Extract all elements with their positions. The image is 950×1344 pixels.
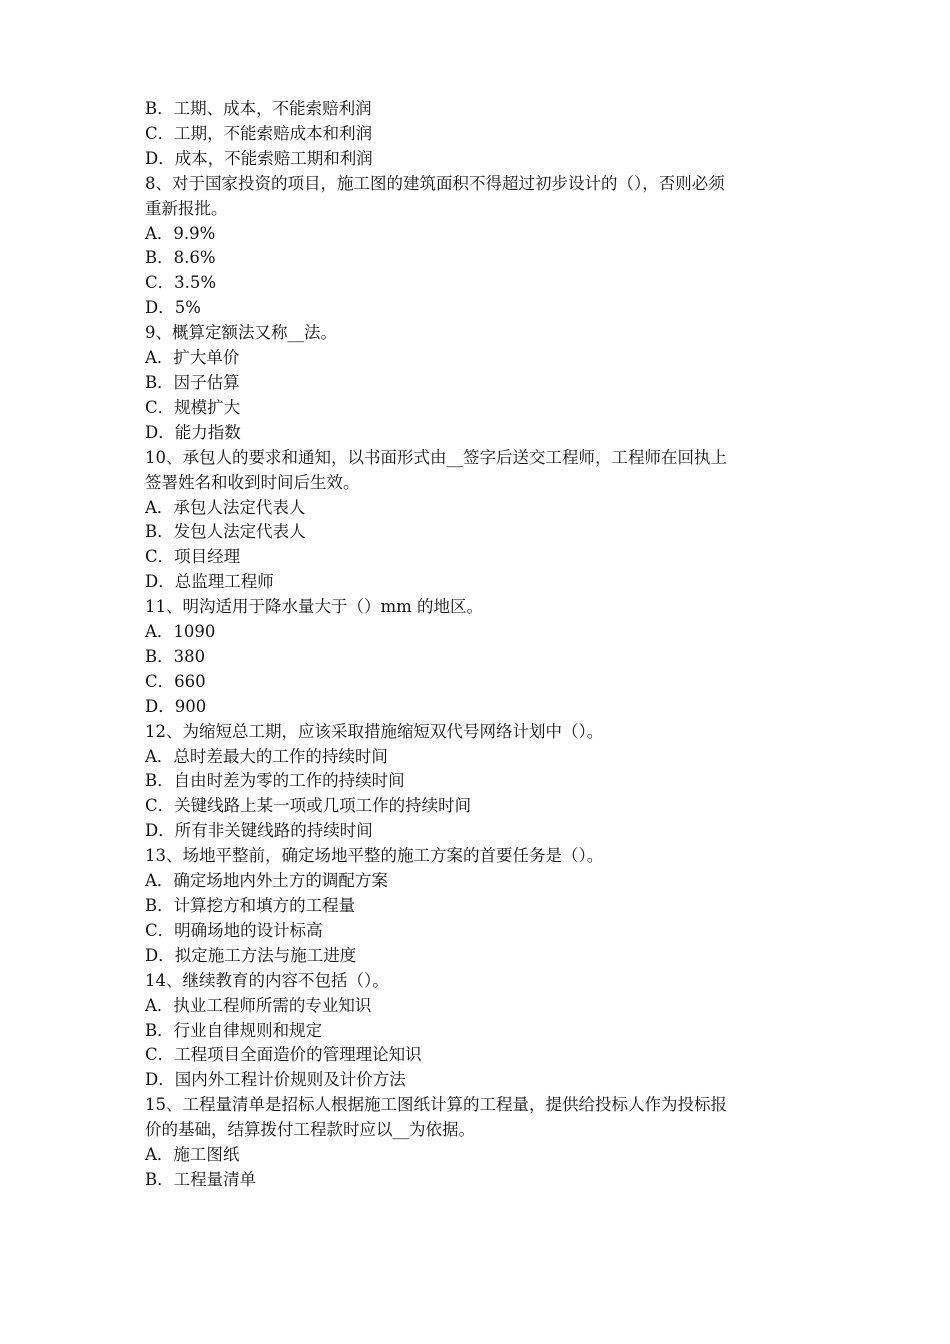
document-page <box>145 97 810 1193</box>
text-line: D．总监理工程师 <box>145 572 274 592</box>
text-line: D．国内外工程计价规则及计价方法 <box>145 1070 406 1090</box>
text-line: 14、继续教育的内容不包括（）。 <box>145 970 389 990</box>
text-line: C．3.5% <box>145 273 217 293</box>
text-line: B．380 <box>145 646 206 666</box>
text-line: D．能力指数 <box>145 422 241 442</box>
text-line: D．所有非关键线路的持续时间 <box>145 821 373 841</box>
text-line: C．工期，不能索赔成本和利润 <box>145 123 373 143</box>
text-line: C．项目经理 <box>145 547 241 567</box>
text-line: D．5% <box>145 298 201 318</box>
text-line: A．承包人法定代表人 <box>145 497 306 517</box>
text-line: 价的基础，结算拨付工程款时应以__为依据。 <box>145 1120 475 1140</box>
text-line: 12、为缩短总工期，应该采取措施缩短双代号网络计划中（）。 <box>145 721 604 741</box>
text-line: D．900 <box>145 696 207 716</box>
text-line: 13、场地平整前，确定场地平整的施工方案的首要任务是（）。 <box>145 846 604 866</box>
text-line: 重新报批。 <box>145 198 228 218</box>
text-line: C．660 <box>145 671 206 691</box>
text-line: C．规模扩大 <box>145 397 241 417</box>
text-line: B．自由时差为零的工作的持续时间 <box>145 771 405 791</box>
text-line: 9、概算定额法又称__法。 <box>145 323 337 343</box>
text-line: 11、明沟适用于降水量大于（）mm 的地区。 <box>145 597 484 617</box>
text-line: D．成本，不能索赔工期和利润 <box>145 148 373 168</box>
text-line: A．执业工程师所需的专业知识 <box>145 995 372 1015</box>
text-line: A．1090 <box>145 622 216 642</box>
text-line: A．施工图纸 <box>145 1145 240 1165</box>
text-line: 签署姓名和收到时间后生效。 <box>145 472 360 492</box>
text-line: B．8.6% <box>145 248 216 268</box>
text-line: C．关键线路上某一项或几项工作的持续时间 <box>145 796 472 816</box>
text-line: C．工程项目全面造价的管理理论知识 <box>145 1045 422 1065</box>
text-line: B．计算挖方和填方的工程量 <box>145 896 356 915</box>
text-line: 15、工程量清单是招标人根据施工图纸计算的工程量，提供给投标人作为投标报 <box>145 1095 727 1115</box>
text-line: D．拟定施工方法与施工进度 <box>145 945 357 965</box>
text-line: A．总时差最大的工作的持续时间 <box>145 746 388 766</box>
text-line: 8、对于国家投资的项目，施工图的建筑面积不得超过初步设计的（），否则必须 <box>145 173 725 193</box>
text-line: B．发包人法定代表人 <box>145 522 306 542</box>
text-line: C．明确场地的设计标高 <box>145 920 323 940</box>
text-line: B．因子估算 <box>145 372 240 392</box>
text-line: A．扩大单价 <box>145 348 240 368</box>
text-line: B．行业自律规则和规定 <box>145 1020 323 1040</box>
text-line: 10、承包人的要求和通知，以书面形式由__签字后送交工程师，工程师在回执上 <box>145 447 727 467</box>
text-line: A．9.9% <box>145 223 216 243</box>
text-line: B．工程量清单 <box>145 1169 257 1189</box>
text-line: B．工期、成本，不能索赔利润 <box>145 99 372 118</box>
text-line: A．确定场地内外土方的调配方案 <box>145 871 388 891</box>
